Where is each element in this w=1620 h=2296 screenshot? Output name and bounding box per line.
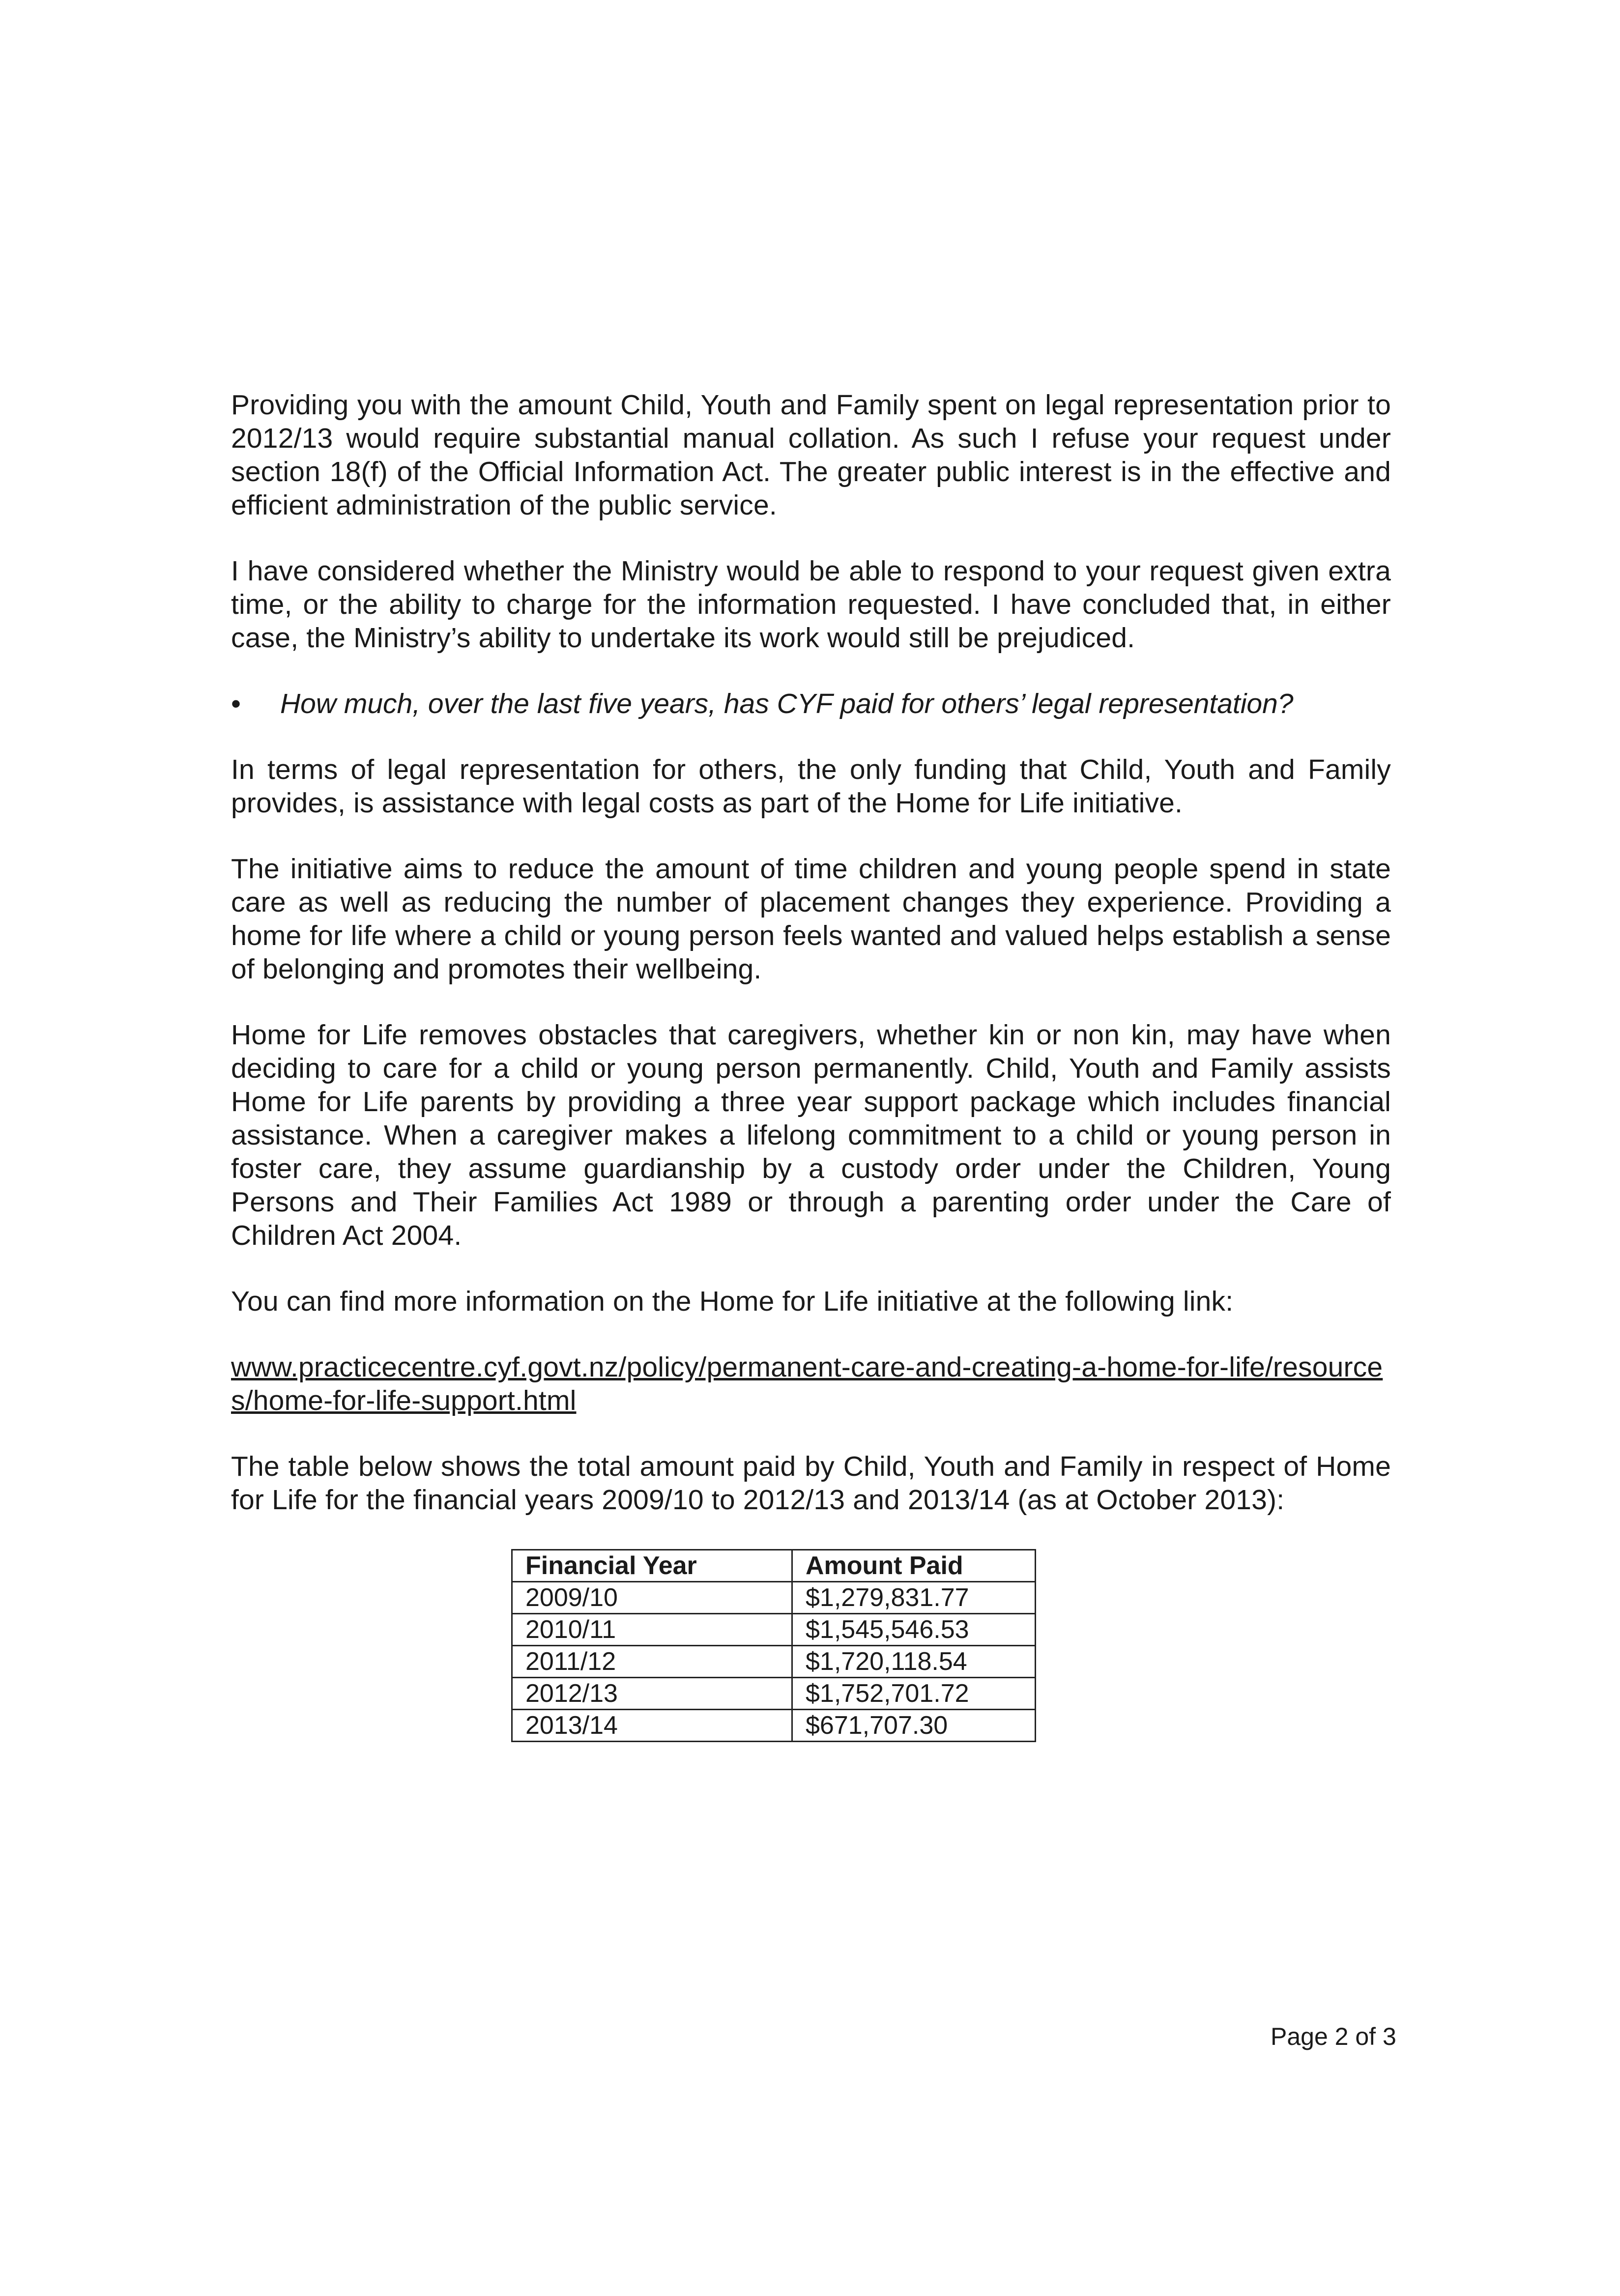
link-paragraph — [231, 1350, 1391, 1417]
cell-amount: $671,707.30 — [792, 1710, 1036, 1742]
bullet-question — [231, 687, 1391, 720]
cell-amount: $1,279,831.77 — [792, 1582, 1036, 1614]
table-header-row — [512, 1550, 1036, 1582]
table-row — [512, 1710, 1036, 1742]
cell-year: 2010/11 — [512, 1614, 792, 1646]
document-page — [231, 388, 1391, 1742]
table-row — [512, 1678, 1036, 1710]
table-row — [512, 1614, 1036, 1646]
paragraph-more-info: You can find more information on the Home for Life initiative at the following link: — [231, 1286, 1234, 1317]
cell-year: 2011/12 — [512, 1646, 792, 1678]
table-row — [512, 1646, 1036, 1678]
cell-amount: $1,545,546.53 — [792, 1614, 1036, 1646]
paragraph-refusal: Providing you with the amount Child, Youth and Family spent on legal representation prior to 2012/13 would require substantial manual collation. As such I refuse your request under section 18(f) of the Official Information Act. The greater public interest is in the effective and efficient administration of the public service. — [231, 389, 1391, 521]
paragraph-initiative-aims: The initiative aims to reduce the amount of time children and young people spend in state care as well as reducing the number of placement changes they experience. Providing a home for life where a child or young person feels wanted and valued helps establish a sense of belonging and promotes their wellbeing. — [231, 853, 1391, 985]
home-for-life-payments-table — [511, 1549, 1036, 1742]
header-amount-paid: Amount Paid — [792, 1550, 1036, 1582]
question-text: How much, over the last five years, has CYF paid for others’ legal representation? — [280, 688, 1294, 719]
paragraph-legal-representation: In terms of legal representation for others, the only funding that Child, Youth and Family provides, is assistance with legal costs as part of the Home for Life initiative. — [231, 754, 1391, 819]
paragraph-home-for-life: Home for Life removes obstacles that caregivers, whether kin or non kin, may have when deciding to care for a child or young person permanently. Child, Youth and Family assists Home for Life parents by providing a three year support package which includes financial assistance. When a caregiver makes a lifelong commitment to a child or young person in foster care, they assume guardianship by a custody order under the Children, Young Persons and Their Families Act 1989 or through a parenting order under the Care of Children Act 2004. — [231, 1019, 1391, 1251]
table-row — [512, 1582, 1036, 1614]
cell-year: 2012/13 — [512, 1678, 792, 1710]
page-number: Page 2 of 3 — [1271, 2023, 1396, 2050]
paragraph-table-intro: The table below shows the total amount paid by Child, Youth and Family in respect of Home for Life for the financial years 2009/10 to 2012/13 and 2013/14 (as at October 2013): — [231, 1451, 1391, 1516]
cell-amount: $1,720,118.54 — [792, 1646, 1036, 1678]
bullet-icon: • — [231, 688, 241, 719]
cell-year: 2013/14 — [512, 1710, 792, 1742]
paragraph-extra-time: I have considered whether the Ministry would be able to respond to your request given extra time, or the ability to charge for the information requested. I have concluded that, in either case, the Ministry’s ability to undertake its work would still be prejudiced. — [231, 555, 1391, 654]
cell-amount: $1,752,701.72 — [792, 1678, 1036, 1710]
cell-year: 2009/10 — [512, 1582, 792, 1614]
header-financial-year: Financial Year — [512, 1550, 792, 1582]
home-for-life-link[interactable]: www.practicecentre.cyf.govt.nz/policy/permanent-care-and-creating-a-home-for-life/resources/home-for-life-support.html — [231, 1351, 1383, 1416]
